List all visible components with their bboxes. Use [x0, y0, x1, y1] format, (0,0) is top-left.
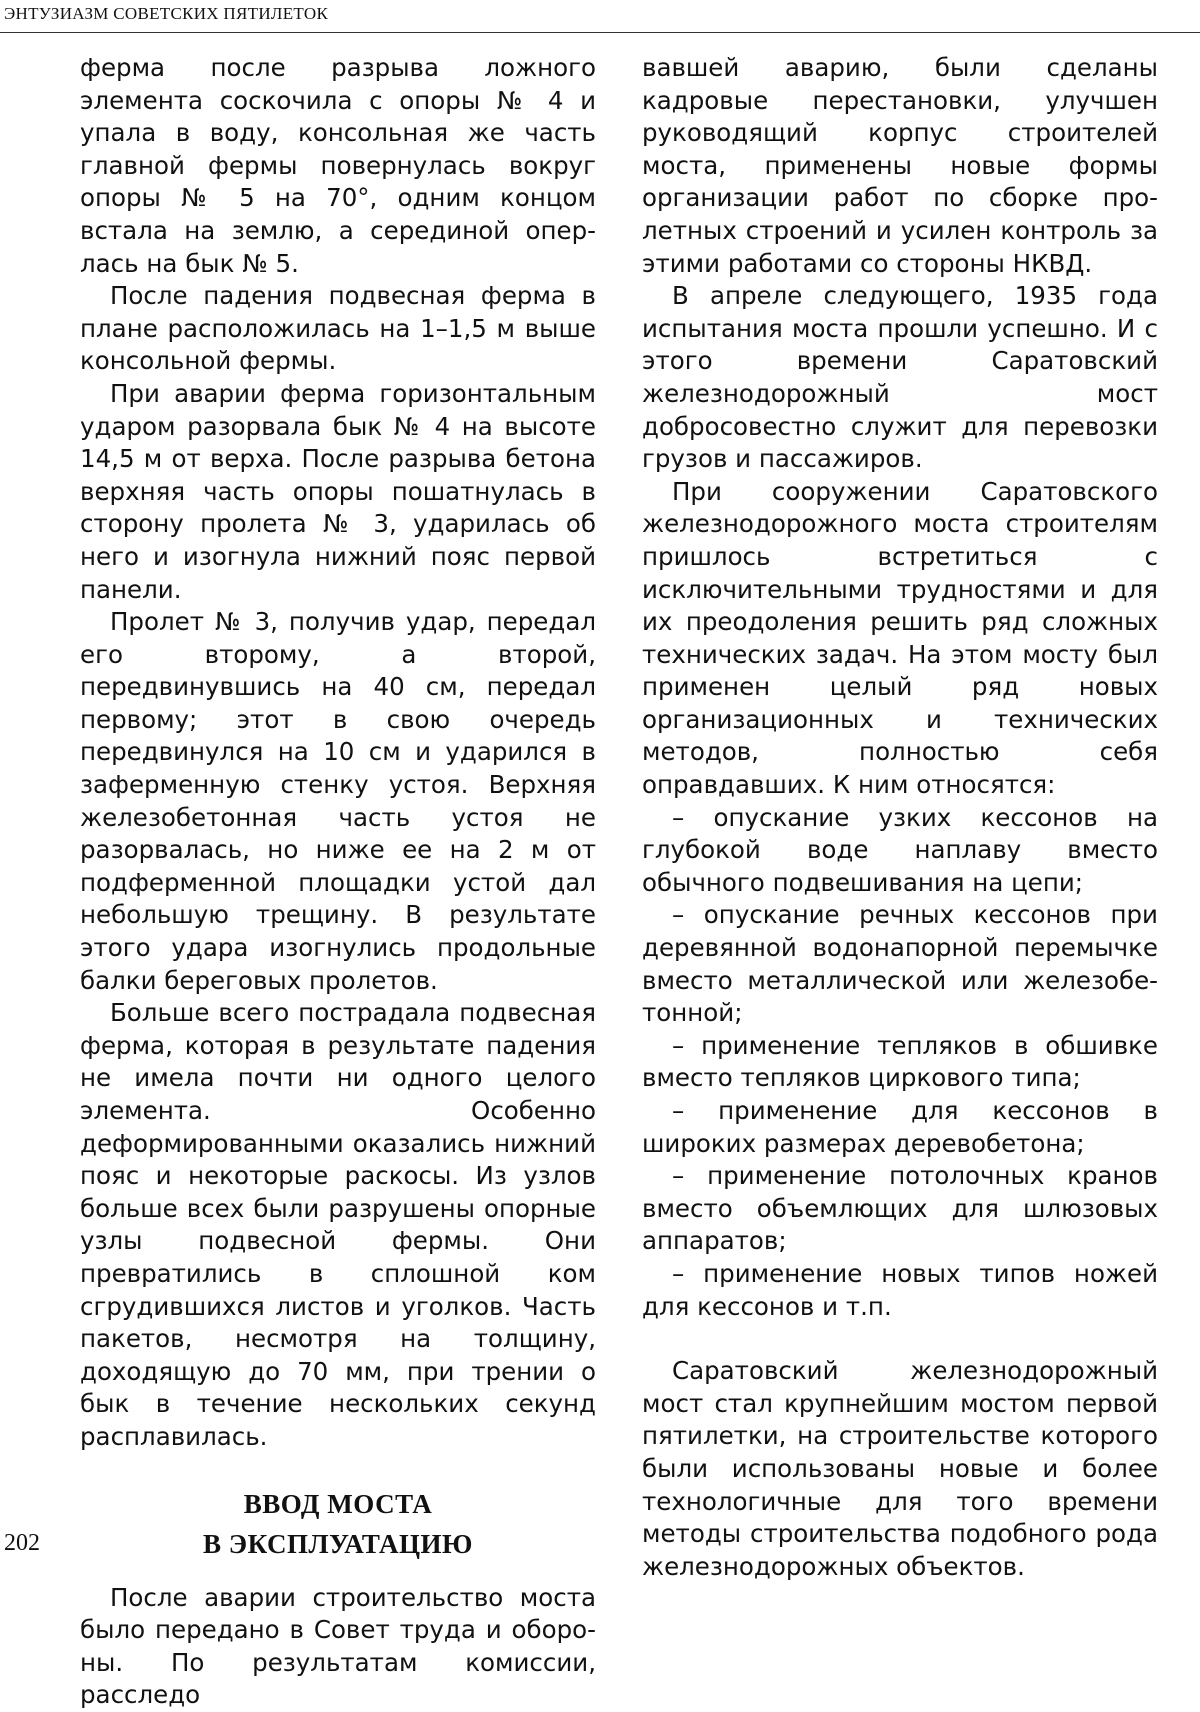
list-item: – применение тепляков в обшивке вместо тепляков циркового типа;	[642, 1030, 1158, 1093]
paragraph: После падения подвесная ферма в плане расположилась на 1–1,5 м выше консольной фермы.	[80, 281, 596, 376]
list-item: – применение для кессонов в широких размерах деревобетона;	[642, 1096, 1158, 1158]
paragraph: Пролет № 3, получив удар, передал его второму, а второй, передвинувшись на 40 см, передал первому; этот в свою очередь передвинулся на 10 см и ударился в заферменную стенку устоя. Верхняя железобетонная часть устоя не разорвалась, но ниже ее на 2 м от подферменной площадки устой дал небольшую трещину. В результате этого удара изогнулись продольные балки береговых пролетов.	[80, 607, 596, 995]
page-number: 202	[4, 1530, 40, 1556]
section-heading-line: В ЭКСПЛУАТАЦИЮ	[203, 1528, 473, 1559]
paragraph: В апреле следующего, 1935 года испытания моста прошли успешно. И с этого времени Саратовский железнодорожный мост добросовестно служит для перевозки грузов и пассажиров.	[642, 281, 1158, 474]
paragraph: После аварии строительство моста было передано в Совет труда и обороны. По результатам комиссии, расследо	[80, 1582, 596, 1710]
paragraph: Саратовский железнодорожный мост стал крупнейшим мостом первой пятилетки, на строительстве которого были использованы новые и более технологичные для того времени методы строительства подобного рода железнодорожных объектов.	[642, 1356, 1158, 1581]
right-column	[642, 52, 1158, 1583]
paragraph: При аварии ферма горизонтальным ударом разорвала бык № 4 на высоте 14,5 м от верха. После разрыва бетона верхняя часть опоры пошатнулась в сторону пролета № 3, ударилась об него и изогнула нижний пояс первой панели.	[80, 378, 596, 604]
list-item: – применение потолочных кранов вместо объемлющих для шлюзовых аппаратов;	[642, 1161, 1158, 1256]
list-item: – опускание речных кессонов при деревянной водонапорной перемычке вместо металлической или железобетонной;	[642, 900, 1158, 1028]
list-item: – применение новых типов ножей для кессонов и т.п.	[642, 1258, 1158, 1321]
list-item: – опускание узких кессонов на глубокой воде наплаву вместо обычного подвешивания на цепи;	[642, 802, 1158, 897]
section-heading	[80, 1484, 596, 1564]
paragraph: При сооружении Саратовского железнодорожного моста строителям пришлось встретиться с исключительными трудностями и для их преодоления решить ряд сложных технических задач. На этом мосту был применен целый ряд новых организационных и технических методов, полностью себя оправдавших. К ним относятся:	[642, 476, 1158, 800]
section-heading-line: ВВОД МОСТА	[243, 1488, 433, 1519]
left-column	[80, 52, 596, 1712]
running-head: ЭНТУЗИАЗМ СОВЕТСКИХ ПЯТИЛЕТОК	[4, 4, 329, 23]
header-divider	[0, 32, 1200, 33]
paragraph: ферма после разрыва ложного элемента соскочила с опоры № 4 и упала в воду, консольная же часть главной фермы повернулась вокруг опоры № 5 на 70°, одним концом встала на землю, а серединой оперлась на бык № 5.	[80, 53, 596, 278]
paragraph: Больше всего пострадала подвесная ферма, которая в результате падения не имела почти ни одного целого элемента. Особенно деформированными оказались нижний пояс и некоторые раскосы. Из узлов больше всех были разрушены опорные узлы подвесной фермы. Они превратились в сплошной ком сгрудившихся листов и уголков. Часть пакетов, несмотря на толщину, доходящую до 70 мм, при трении о бык в течение нескольких секунд расплавилась.	[80, 998, 596, 1451]
paragraph: вавшей аварию, были сделаны кадровые перестановки, улучшен руководящий корпус строителей моста, применены новые формы организации работ по сборке пролетных строений и усилен контроль за этими работами со стороны НКВД.	[642, 53, 1158, 278]
